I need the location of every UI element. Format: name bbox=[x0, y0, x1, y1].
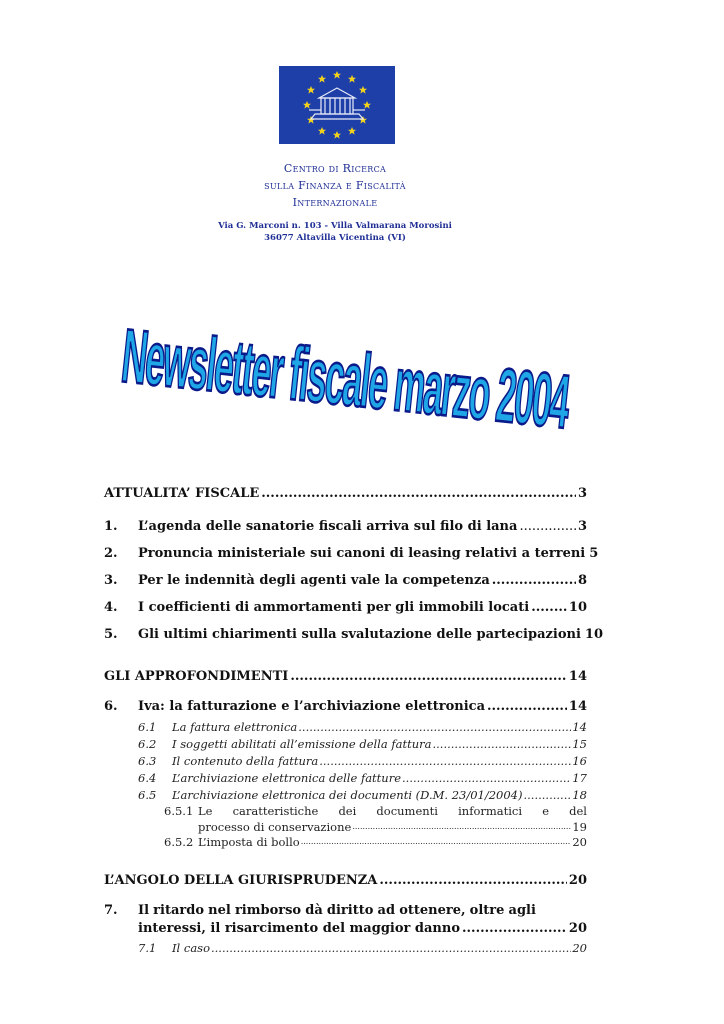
toc-page: 10 bbox=[584, 627, 603, 642]
toc-item-3[interactable] bbox=[104, 572, 587, 590]
toc-page: 8 bbox=[577, 573, 587, 588]
eu-flag-logo bbox=[279, 66, 395, 144]
toc-item-4[interactable] bbox=[104, 599, 587, 617]
address-line-2: 36077 Altavilla Vicentina (VI) bbox=[264, 233, 406, 243]
toc-number: 7. bbox=[104, 903, 118, 918]
toc-item-1[interactable] bbox=[104, 518, 587, 536]
toc-item-5[interactable] bbox=[104, 626, 603, 644]
toc-number: 2. bbox=[104, 546, 118, 561]
toc-word: ottenere, bbox=[399, 903, 466, 918]
toc-line-1 bbox=[104, 902, 587, 920]
toc-section-approfondimenti[interactable] bbox=[104, 668, 587, 686]
toc-label-continued: interessi, il risarcimento del maggior danno bbox=[138, 921, 460, 936]
toc-word: diritto bbox=[326, 903, 374, 918]
toc-page: 3 bbox=[577, 519, 587, 534]
toc-number: 5. bbox=[104, 627, 118, 642]
toc-label: Gli ultimi chiarimenti sulla svalutazione delle partecipazioni bbox=[138, 627, 581, 642]
toc-subitem-6-5[interactable] bbox=[138, 787, 587, 803]
toc-number: 6.5 bbox=[138, 788, 157, 802]
toc-item-2[interactable] bbox=[104, 545, 599, 563]
toc-word: rimborso bbox=[234, 903, 302, 918]
toc-word: del bbox=[569, 804, 587, 818]
logo-graphic bbox=[279, 66, 395, 144]
toc-subitem-6-3[interactable] bbox=[138, 753, 587, 769]
toc-page: 14 bbox=[572, 720, 587, 734]
toc-leader bbox=[487, 698, 567, 716]
toc-leader bbox=[531, 599, 567, 617]
toc-leader bbox=[290, 668, 567, 686]
toc-section-label: L’ANGOLO DELLA GIURISPRUDENZA bbox=[104, 873, 378, 888]
toc-word: documenti bbox=[376, 804, 438, 818]
toc-word: informatici bbox=[458, 804, 523, 818]
toc-number: 6.1 bbox=[138, 720, 157, 734]
toc-label: I coefficienti di ammortamenti per gli immobili locati bbox=[138, 600, 530, 615]
toc-page: 20 bbox=[572, 941, 587, 955]
toc-section-attualita[interactable] bbox=[104, 485, 587, 503]
toc-leader bbox=[492, 572, 576, 590]
toc-word: caratteristiche bbox=[232, 804, 319, 818]
toc-label: La fattura elettronica bbox=[172, 720, 298, 734]
toc-word: oltre bbox=[469, 903, 505, 918]
toc-page: 5 bbox=[589, 546, 599, 561]
toc-label: L’archiviazione elettronica delle fatture bbox=[172, 771, 402, 785]
toc-number: 6.5.2 bbox=[164, 835, 194, 849]
toc-line-2 bbox=[104, 920, 587, 938]
toc-word: ritardo bbox=[153, 903, 204, 918]
toc-label-justified bbox=[138, 902, 536, 920]
organization-name bbox=[200, 160, 470, 211]
toc-number: 6.3 bbox=[138, 754, 157, 768]
toc-number: 7.1 bbox=[138, 941, 157, 955]
toc-label: Pronuncia ministeriale sui canoni di leasing relativi a terreni bbox=[138, 546, 586, 561]
toc-number: 1. bbox=[104, 519, 118, 534]
toc-page: 16 bbox=[572, 754, 587, 768]
toc-page: 19 bbox=[572, 820, 587, 834]
toc-leader bbox=[261, 485, 576, 503]
toc-word: dà bbox=[305, 903, 323, 918]
toc-word: dei bbox=[338, 804, 357, 818]
toc-label: L’imposta di bollo bbox=[198, 835, 300, 849]
toc-leader bbox=[211, 940, 571, 956]
toc-label: Il caso bbox=[172, 941, 210, 955]
toc-page: 14 bbox=[568, 699, 587, 714]
toc-section-giurisprudenza[interactable] bbox=[104, 872, 587, 890]
toc-line-1 bbox=[164, 834, 587, 850]
toc-subitem-6-4[interactable] bbox=[138, 770, 587, 786]
toc-leader bbox=[433, 736, 572, 752]
toc-leader bbox=[319, 753, 571, 769]
toc-section-label: ATTUALITA’ FISCALE bbox=[104, 486, 260, 501]
toc-number: 6.4 bbox=[138, 771, 157, 785]
address-line-1: Via G. Marconi n. 103 - Villa Valmarana Morosini bbox=[218, 221, 452, 231]
toc-page: 10 bbox=[568, 600, 587, 615]
toc-number: 3. bbox=[104, 573, 118, 588]
toc-number: 6.5.1 bbox=[164, 804, 194, 818]
toc-item-7[interactable] bbox=[104, 902, 587, 938]
toc-word: ad bbox=[377, 903, 396, 918]
newsletter-title bbox=[95, 315, 595, 445]
toc-subitem-6-5-1[interactable] bbox=[164, 803, 587, 835]
toc-leader bbox=[298, 719, 571, 735]
toc-label: L’archiviazione elettronica dei documenti (D.M. 23/01/2004) bbox=[172, 788, 523, 802]
toc-number: 6.2 bbox=[138, 737, 157, 751]
toc-section-label: GLI APPROFONDIMENTI bbox=[104, 669, 289, 684]
toc-line-1 bbox=[164, 803, 587, 819]
toc-leader bbox=[352, 819, 571, 835]
org-line-2: sulla Finanza e Fiscalità bbox=[264, 179, 406, 192]
toc-label: L’agenda delle sanatorie fiscali arriva sul filo di lana bbox=[138, 519, 518, 534]
toc-page: 15 bbox=[572, 737, 587, 751]
toc-subitem-6-5-2[interactable] bbox=[164, 834, 587, 850]
toc-word: e bbox=[542, 804, 549, 818]
toc-label: I soggetti abilitati all’emissione della fattura bbox=[172, 737, 432, 751]
toc-word: Le bbox=[198, 804, 213, 818]
title-wordart bbox=[95, 315, 595, 445]
toc-leader bbox=[379, 872, 567, 890]
toc-leader bbox=[519, 518, 576, 536]
toc-label: Iva: la fatturazione e l’archiviazione elettronica bbox=[138, 699, 485, 714]
toc-leader bbox=[402, 770, 571, 786]
toc-word: agli bbox=[508, 903, 536, 918]
toc-label-justified bbox=[198, 803, 587, 819]
org-line-1: Centro di Ricerca bbox=[283, 162, 387, 175]
toc-page: 20 bbox=[572, 835, 587, 849]
org-line-3: Internazionale bbox=[292, 196, 378, 209]
toc-number: 6. bbox=[104, 699, 118, 714]
toc-label-continued: processo di conservazione bbox=[198, 820, 352, 834]
toc-subitem-6-2[interactable] bbox=[138, 736, 587, 752]
toc-page: 18 bbox=[572, 788, 587, 802]
toc-leader bbox=[462, 920, 567, 938]
toc-label: Il contenuto della fattura bbox=[172, 754, 319, 768]
toc-word: nel bbox=[208, 903, 231, 918]
toc-page: 14 bbox=[568, 669, 587, 684]
toc-page: 20 bbox=[568, 873, 587, 888]
toc-leader bbox=[301, 834, 572, 850]
toc-line-2 bbox=[164, 819, 587, 835]
toc-subitem-6-1[interactable] bbox=[138, 719, 587, 735]
toc-label: Per le indennità degli agenti vale la competenza bbox=[138, 573, 490, 588]
toc-word: Il bbox=[138, 903, 150, 918]
toc-page: 3 bbox=[577, 486, 587, 501]
toc-item-6[interactable] bbox=[104, 698, 587, 716]
toc-number: 4. bbox=[104, 600, 118, 615]
toc-page: 17 bbox=[572, 771, 587, 785]
toc-page: 20 bbox=[568, 921, 587, 936]
toc-leader bbox=[523, 787, 571, 803]
toc-subitem-7-1[interactable] bbox=[138, 940, 587, 956]
organization-address bbox=[200, 220, 470, 244]
title-text: Newsletter fiscale marzo 2004 bbox=[117, 315, 573, 445]
